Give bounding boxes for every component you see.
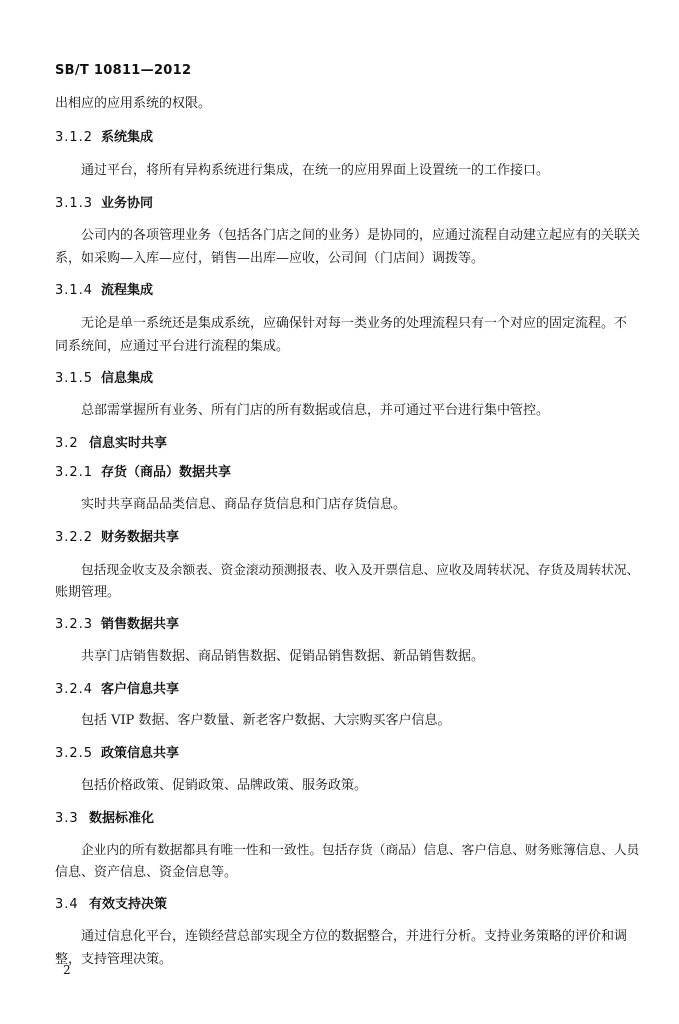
section-title: 系统集成 bbox=[101, 130, 154, 145]
section-heading-3-2-4 bbox=[55, 682, 179, 698]
section-heading-3-2-2 bbox=[55, 530, 179, 546]
paragraph-line: 系，如采购—入库—应付，销售—出库—应收，公司间（门店间）调拨等。 bbox=[55, 251, 485, 266]
paragraph-line: 总部需掌握所有业务、所有门店的所有数据或信息，并可通过平台进行集中管控。 bbox=[81, 403, 550, 418]
intro-line: 出相应的应用系统的权限。 bbox=[55, 96, 212, 111]
section-number: 3.4 bbox=[55, 897, 79, 912]
paragraph-line: 通过信息化平台，连锁经营总部实现全方位的数据整合，并进行分析。支持业务策略的评价和调 bbox=[81, 929, 628, 944]
paragraph-line: 实时共享商品品类信息、商品存货信息和门店存货信息。 bbox=[81, 497, 407, 512]
section-heading-3-1-3 bbox=[55, 196, 153, 212]
paragraph-line: 信息、资产信息、资金信息等。 bbox=[55, 865, 238, 880]
section-number: 3.2.1 bbox=[55, 465, 94, 480]
section-title: 数据标准化 bbox=[89, 811, 155, 826]
section-title: 信息集成 bbox=[101, 371, 154, 386]
section-number: 3.2.5 bbox=[55, 746, 94, 761]
section-heading-3-4 bbox=[55, 897, 167, 913]
section-title: 财务数据共享 bbox=[101, 530, 180, 545]
section-title: 有效支持决策 bbox=[89, 897, 168, 912]
section-heading-3-1-4 bbox=[55, 283, 153, 299]
section-title: 政策信息共享 bbox=[101, 746, 180, 761]
section-heading-3-2 bbox=[55, 436, 167, 452]
section-number: 3.1.5 bbox=[55, 371, 94, 386]
section-number: 3.1.4 bbox=[55, 283, 94, 298]
paragraph-line: 无论是单一系统还是集成系统，应确保针对每一类业务的处理流程只有一个对应的固定流程。不 bbox=[81, 316, 628, 331]
paragraph-line: 包括现金收支及余额表、资金滚动预测报表、收入及开票信息、应收及周转状况、存货及周转状况、 bbox=[81, 562, 640, 577]
section-number: 3.1.3 bbox=[55, 196, 94, 211]
section-title: 信息实时共享 bbox=[89, 436, 168, 451]
section-heading-3-1-5 bbox=[55, 371, 153, 387]
section-title: 流程集成 bbox=[101, 283, 154, 298]
section-heading-3-2-3 bbox=[55, 617, 179, 633]
section-number: 3.2.3 bbox=[55, 617, 94, 632]
section-title: 存货（商品）数据共享 bbox=[101, 465, 232, 480]
section-title: 销售数据共享 bbox=[101, 617, 180, 632]
paragraph-line: 包括 VIP 数据、客户数量、新老客户数据、大宗购买客户信息。 bbox=[81, 713, 451, 728]
section-heading-3-1-2 bbox=[55, 130, 153, 146]
page-number: 2 bbox=[63, 963, 71, 977]
paragraph-line: 整，支持管理决策。 bbox=[55, 952, 173, 967]
paragraph-line: 共享门店销售数据、商品销售数据、促销品销售数据、新品销售数据。 bbox=[81, 649, 485, 664]
section-number: 3.2.4 bbox=[55, 682, 94, 697]
section-number: 3.3 bbox=[55, 811, 79, 826]
section-title: 业务协同 bbox=[101, 196, 154, 211]
section-number: 3.2.2 bbox=[55, 530, 94, 545]
section-title: 客户信息共享 bbox=[101, 682, 180, 697]
section-heading-3-3 bbox=[55, 811, 154, 827]
paragraph-line: 同系统间，应通过平台进行流程的集成。 bbox=[55, 339, 290, 354]
paragraph-line: 通过平台，将所有异构系统进行集成，在统一的应用界面上设置统一的工作接口。 bbox=[81, 163, 550, 178]
paragraph-line: 企业内的所有数据都具有唯一性和一致性。包括存货（商品）信息、客户信息、财务账簿信息、人员 bbox=[81, 842, 640, 857]
paragraph-line: 公司内的各项管理业务（包括各门店之间的业务）是协同的，应通过流程自动建立起应有的关联关 bbox=[81, 228, 641, 243]
standard-code: SB/T 10811—2012 bbox=[55, 63, 192, 78]
paragraph-line: 包括价格政策、促销政策、品牌政策、服务政策。 bbox=[81, 778, 368, 793]
section-heading-3-2-5 bbox=[55, 746, 179, 762]
section-number: 3.1.2 bbox=[55, 130, 94, 145]
section-heading-3-2-1 bbox=[55, 465, 231, 481]
paragraph-line: 账期管理。 bbox=[55, 585, 121, 600]
section-number: 3.2 bbox=[55, 436, 79, 451]
